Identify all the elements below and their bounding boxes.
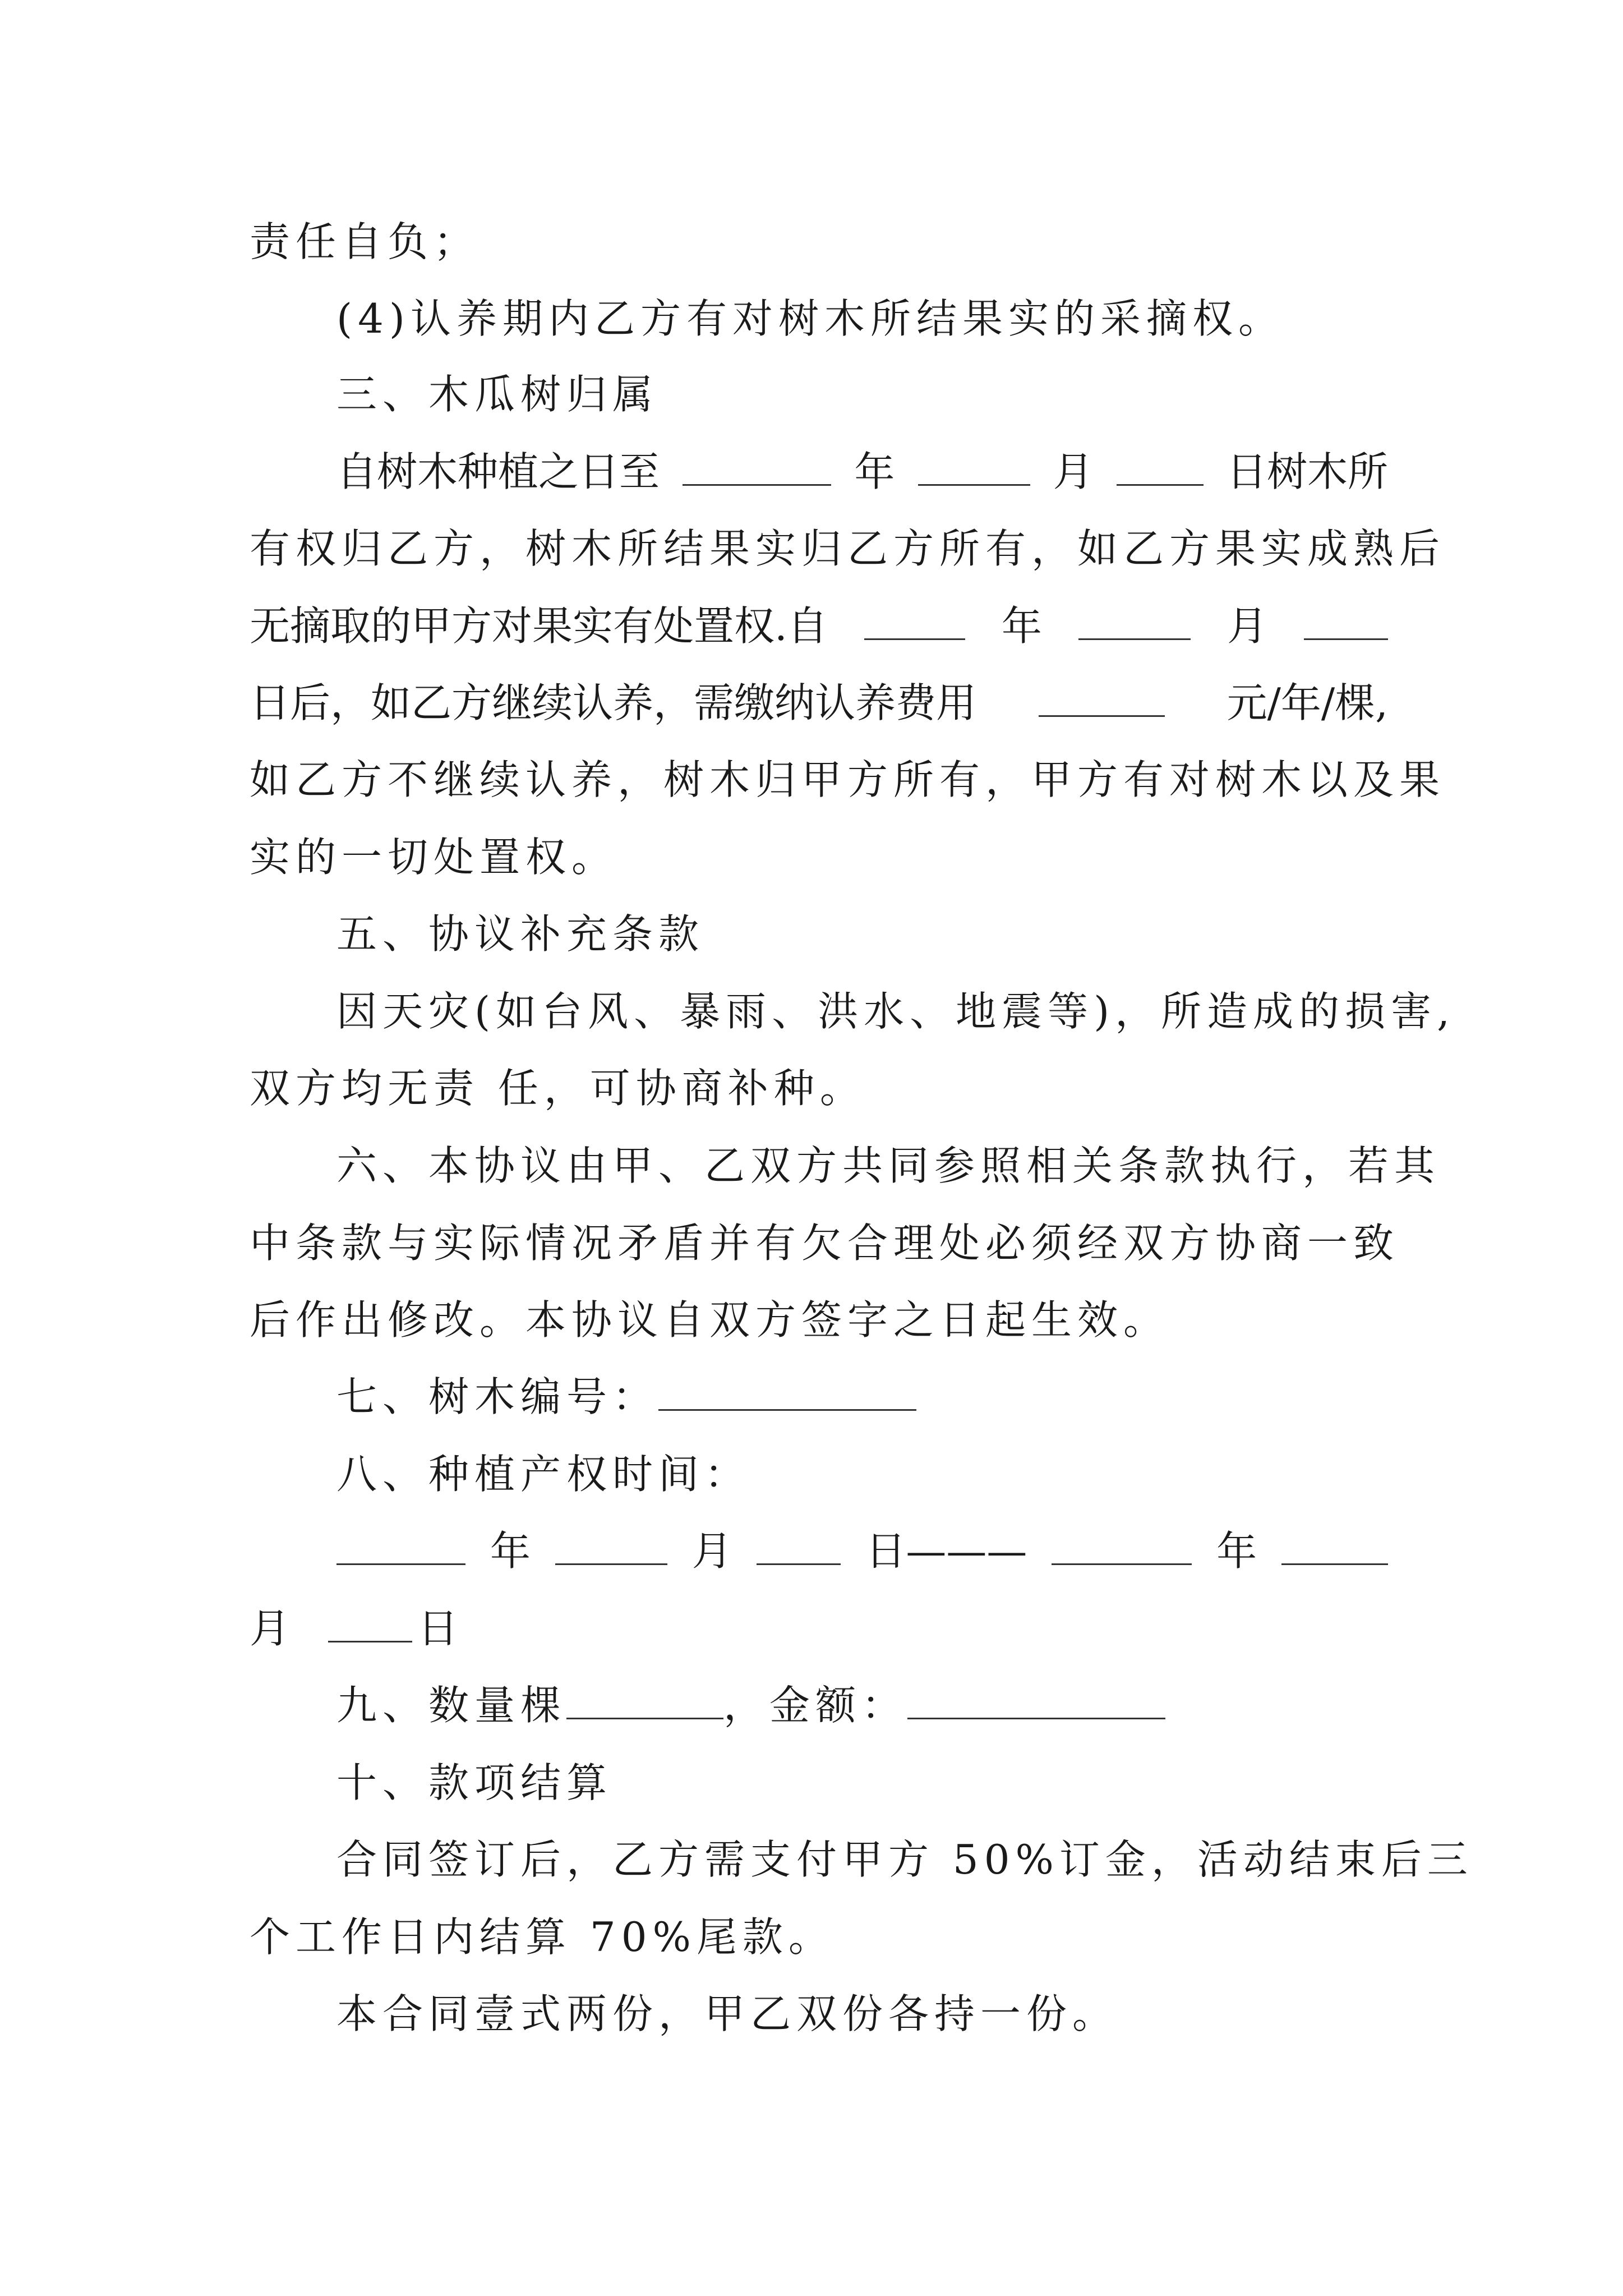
text-segment: 年: [854, 448, 895, 495]
text-line: [250, 1602, 1388, 1655]
blank-field: [864, 601, 965, 640]
blank-field: [1117, 447, 1204, 486]
text-line: 责任自负；: [250, 218, 480, 265]
blank-field: [918, 447, 1030, 486]
section-heading: 八、种植产权时间：: [336, 1451, 751, 1498]
text-segment: 自树木种植之日至: [336, 448, 660, 495]
blank-field: [1039, 678, 1165, 717]
section-heading: 五、协议补充条款: [336, 910, 705, 958]
text-segment: 日———: [865, 1527, 1027, 1575]
text-line: 中条款与实际情况矛盾并有欠合理处必须经双方协商一致: [250, 1220, 1400, 1267]
blank-field: [1281, 1526, 1388, 1565]
blank-field: [683, 447, 831, 486]
text-segment: ，金额：: [723, 1682, 908, 1729]
text-line: 后作出修改。本协议自双方签字之日起生效。: [250, 1296, 1170, 1343]
text-segment: 年: [1216, 1527, 1257, 1575]
text-line: 个工作日内结算 70%尾款。: [250, 1913, 834, 1961]
text-segment: 日: [417, 1605, 464, 1652]
text-line: 六、本协议由甲、乙双方共同参照相关条款执行，若其: [336, 1142, 1441, 1189]
text-line: 本合同壹式两份，甲乙双份各持一份。: [336, 1990, 1119, 2037]
text-segment: 月: [1053, 448, 1094, 495]
text-line: [336, 1524, 1388, 1578]
text-line: 如乙方不继续认养，树木归甲方所有，甲方有对树木以及果: [250, 756, 1446, 803]
blank-field: [336, 1526, 465, 1565]
text-segment: 七、树木编号：: [336, 1373, 659, 1420]
text-segment: 月: [250, 1605, 296, 1652]
text-line: [336, 1370, 1388, 1424]
text-segment: 九、数量棵: [336, 1682, 567, 1729]
text-segment: 元/年/棵,: [1227, 679, 1388, 726]
text-line: [336, 1678, 1388, 1732]
blank-field: [555, 1526, 667, 1565]
blank-field: [566, 1681, 723, 1719]
text-line: (4)认养期内乙方有对树木所结果实的采摘权。: [336, 295, 1284, 342]
blank-field: [757, 1526, 841, 1565]
text-segment: 无摘取的甲方对果实有处置权.自: [250, 602, 828, 650]
text-segment: 日树木所: [1226, 448, 1388, 495]
text-line: 因天灾(如台风、暴雨、洪水、地震等)，所造成的损害,: [336, 988, 1456, 1035]
blank-field: [658, 1382, 916, 1411]
section-heading: 三、木瓜树归属: [336, 371, 659, 418]
text-segment: 年: [490, 1527, 531, 1575]
text-segment: 月: [1227, 602, 1267, 650]
text-line: 实的一切处置权。: [250, 834, 618, 881]
text-line: 有权归乙方，树木所结果实归乙方所有，如乙方果实成熟后: [250, 525, 1446, 572]
text-line: [250, 676, 1388, 730]
blank-field: [1078, 601, 1191, 640]
text-segment: 日后，如乙方继续认养，需缴纳认养费用: [250, 679, 977, 726]
text-line: [336, 445, 1388, 499]
blank-field: [1052, 1526, 1192, 1565]
text-line: 双方均无责 任，可协商补种。: [250, 1065, 866, 1112]
blank-field: [907, 1691, 1165, 1719]
text-segment: 月: [691, 1527, 732, 1575]
text-line: 合同签订后，乙方需支付甲方 50%订金，活动结束后三: [336, 1836, 1473, 1883]
blank-field: [328, 1604, 412, 1642]
section-heading: 十、款项结算: [336, 1759, 613, 1806]
text-segment: 年: [1001, 602, 1042, 650]
blank-field: [1304, 601, 1388, 640]
text-line: [250, 599, 1388, 653]
